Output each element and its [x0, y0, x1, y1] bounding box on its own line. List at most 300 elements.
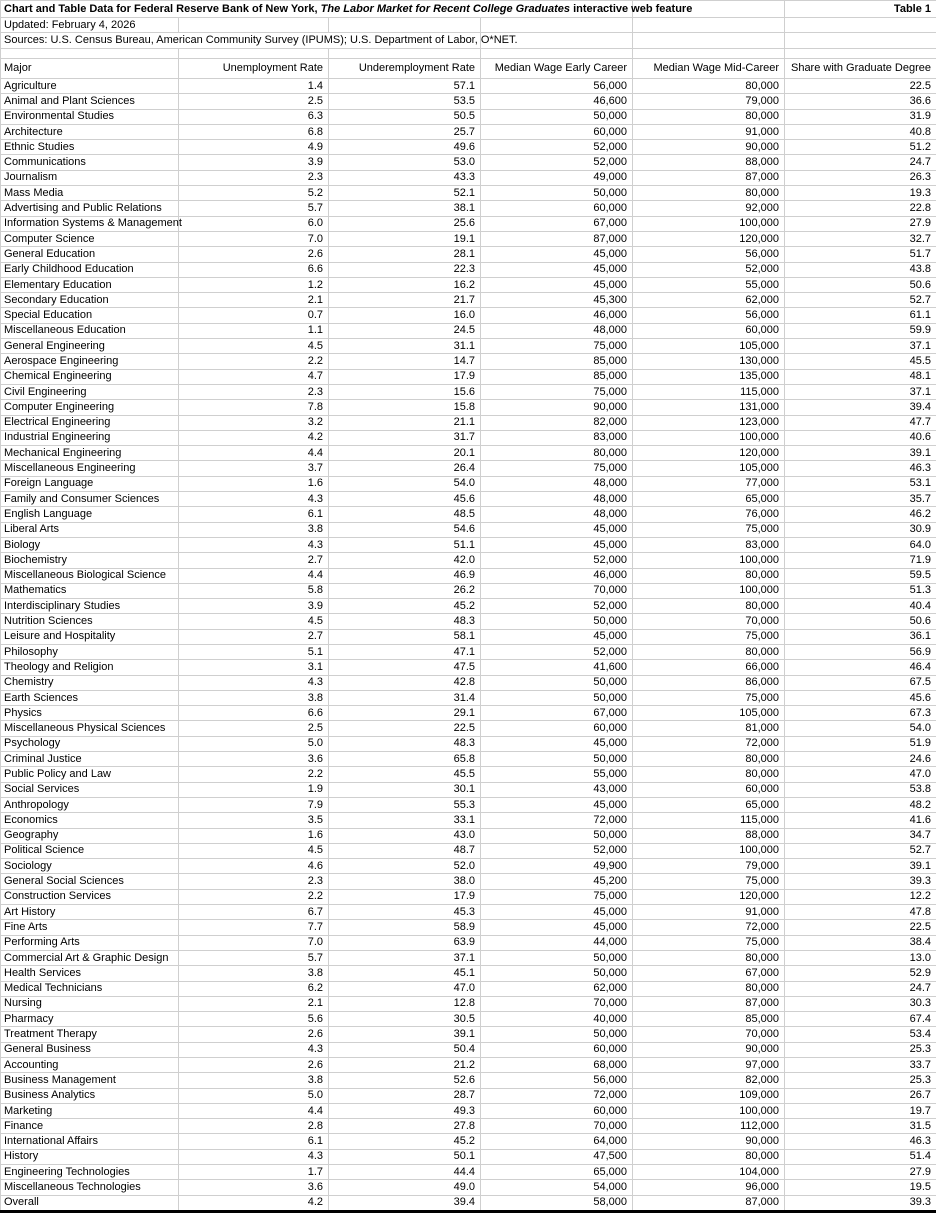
value-cell: 75,000	[633, 522, 785, 537]
table-row	[1, 874, 936, 889]
major-cell: Theology and Religion	[1, 660, 179, 675]
value-cell: 43,000	[481, 782, 633, 797]
value-cell: 2.8	[179, 1119, 329, 1134]
value-cell: 4.9	[179, 140, 329, 155]
value-cell: 36.1	[785, 629, 936, 644]
value-cell: 53.0	[329, 155, 481, 170]
value-cell: 66,000	[633, 660, 785, 675]
empty-cell	[785, 18, 936, 33]
value-cell: 54,000	[481, 1180, 633, 1195]
value-cell: 2.6	[179, 1058, 329, 1073]
value-cell: 55,000	[633, 277, 785, 292]
value-cell: 67.5	[785, 675, 936, 690]
major-cell: Special Education	[1, 308, 179, 323]
value-cell: 120,000	[633, 889, 785, 904]
value-cell: 45,000	[481, 905, 633, 920]
value-cell: 104,000	[633, 1165, 785, 1180]
major-cell: Elementary Education	[1, 277, 179, 292]
major-cell: Family and Consumer Sciences	[1, 492, 179, 507]
value-cell: 4.3	[179, 537, 329, 552]
value-cell: 65,000	[481, 1165, 633, 1180]
major-cell: Chemical Engineering	[1, 369, 179, 384]
major-cell: Business Analytics	[1, 1088, 179, 1103]
value-cell: 41.6	[785, 813, 936, 828]
value-cell: 35.7	[785, 492, 936, 507]
value-cell: 46.3	[785, 461, 936, 476]
value-cell: 4.4	[179, 568, 329, 583]
value-cell: 100,000	[633, 1103, 785, 1118]
major-cell: Liberal Arts	[1, 522, 179, 537]
value-cell: 4.6	[179, 859, 329, 874]
value-cell: 51.1	[329, 537, 481, 552]
major-cell: Advertising and Public Relations	[1, 201, 179, 216]
major-cell: Interdisciplinary Studies	[1, 599, 179, 614]
value-cell: 51.9	[785, 736, 936, 751]
value-cell: 30.1	[329, 782, 481, 797]
value-cell: 2.3	[179, 874, 329, 889]
value-cell: 38.4	[785, 935, 936, 950]
major-cell: Marketing	[1, 1103, 179, 1118]
value-cell: 27.9	[785, 216, 936, 231]
value-cell: 56.9	[785, 644, 936, 659]
value-cell: 72,000	[481, 813, 633, 828]
table-row	[1, 1149, 936, 1164]
major-cell: Pharmacy	[1, 1012, 179, 1027]
table-row	[1, 109, 936, 124]
column-header-median-wage-early-career: Median Wage Early Career	[481, 59, 633, 79]
value-cell: 47.7	[785, 415, 936, 430]
value-cell: 6.6	[179, 262, 329, 277]
value-cell: 43.0	[329, 828, 481, 843]
major-cell: Performing Arts	[1, 935, 179, 950]
value-cell: 3.2	[179, 415, 329, 430]
value-cell: 80,000	[633, 752, 785, 767]
value-cell: 131,000	[633, 400, 785, 415]
major-cell: Industrial Engineering	[1, 430, 179, 445]
value-cell: 112,000	[633, 1119, 785, 1134]
value-cell: 70,000	[481, 1119, 633, 1134]
value-cell: 3.8	[179, 1073, 329, 1088]
table-row	[1, 629, 936, 644]
value-cell: 60,000	[481, 124, 633, 139]
value-cell: 26.3	[785, 170, 936, 185]
value-cell: 21.2	[329, 1058, 481, 1073]
value-cell: 56,000	[633, 308, 785, 323]
value-cell: 87,000	[633, 996, 785, 1011]
table-row	[1, 1088, 936, 1103]
value-cell: 75,000	[633, 935, 785, 950]
value-cell: 5.0	[179, 1088, 329, 1103]
value-cell: 1.1	[179, 323, 329, 338]
table-row	[1, 186, 936, 201]
value-cell: 45.5	[785, 354, 936, 369]
sources-row	[1, 33, 936, 49]
value-cell: 80,000	[633, 644, 785, 659]
table-number-label: Table 1	[785, 1, 936, 18]
value-cell: 47.1	[329, 644, 481, 659]
value-cell: 52.1	[329, 186, 481, 201]
table-row	[1, 216, 936, 231]
value-cell: 48.1	[785, 369, 936, 384]
value-cell: 1.4	[179, 79, 329, 94]
major-cell: Nursing	[1, 996, 179, 1011]
value-cell: 60,000	[481, 201, 633, 216]
value-cell: 33.1	[329, 813, 481, 828]
value-cell: 50.5	[329, 109, 481, 124]
value-cell: 37.1	[785, 384, 936, 399]
value-cell: 52,000	[481, 843, 633, 858]
value-cell: 45.1	[329, 966, 481, 981]
value-cell: 43.8	[785, 262, 936, 277]
value-cell: 55.3	[329, 797, 481, 812]
table-row	[1, 583, 936, 598]
value-cell: 115,000	[633, 384, 785, 399]
empty-cell	[785, 49, 936, 59]
value-cell: 57.1	[329, 79, 481, 94]
value-cell: 85,000	[481, 369, 633, 384]
major-cell: Miscellaneous Biological Science	[1, 568, 179, 583]
value-cell: 90,000	[633, 1134, 785, 1149]
value-cell: 45,000	[481, 920, 633, 935]
value-cell: 79,000	[633, 859, 785, 874]
table-row	[1, 507, 936, 522]
value-cell: 45,000	[481, 797, 633, 812]
value-cell: 52,000	[481, 644, 633, 659]
value-cell: 46.2	[785, 507, 936, 522]
table-row	[1, 813, 936, 828]
spacer-row	[1, 49, 936, 59]
value-cell: 52.6	[329, 1073, 481, 1088]
value-cell: 70,000	[633, 614, 785, 629]
value-cell: 53.1	[785, 476, 936, 491]
major-cell: Aerospace Engineering	[1, 354, 179, 369]
table-row	[1, 231, 936, 246]
value-cell: 52.7	[785, 293, 936, 308]
value-cell: 100,000	[633, 583, 785, 598]
value-cell: 68,000	[481, 1058, 633, 1073]
value-cell: 76,000	[633, 507, 785, 522]
table-row	[1, 461, 936, 476]
value-cell: 15.6	[329, 384, 481, 399]
value-cell: 53.8	[785, 782, 936, 797]
value-cell: 90,000	[481, 400, 633, 415]
value-cell: 4.4	[179, 1103, 329, 1118]
value-cell: 2.5	[179, 94, 329, 109]
empty-cell	[633, 49, 785, 59]
empty-cell	[633, 18, 785, 33]
table-row	[1, 155, 936, 170]
value-cell: 13.0	[785, 950, 936, 965]
column-header-median-wage-mid-career: Median Wage Mid-Career	[633, 59, 785, 79]
table-row	[1, 354, 936, 369]
table-row	[1, 706, 936, 721]
table-row	[1, 568, 936, 583]
value-cell: 12.2	[785, 889, 936, 904]
major-cell: Architecture	[1, 124, 179, 139]
value-cell: 4.3	[179, 1042, 329, 1057]
value-cell: 3.8	[179, 690, 329, 705]
table-row	[1, 797, 936, 812]
value-cell: 52.9	[785, 966, 936, 981]
value-cell: 40.8	[785, 124, 936, 139]
value-cell: 4.7	[179, 369, 329, 384]
major-cell: Medical Technicians	[1, 981, 179, 996]
value-cell: 49,900	[481, 859, 633, 874]
table-row	[1, 1134, 936, 1149]
value-cell: 24.7	[785, 155, 936, 170]
major-cell: Geography	[1, 828, 179, 843]
value-cell: 48,000	[481, 476, 633, 491]
major-cell: Agriculture	[1, 79, 179, 94]
value-cell: 77,000	[633, 476, 785, 491]
table-row	[1, 889, 936, 904]
value-cell: 7.0	[179, 935, 329, 950]
value-cell: 56,000	[481, 1073, 633, 1088]
table-row	[1, 201, 936, 216]
value-cell: 1.2	[179, 277, 329, 292]
value-cell: 31.7	[329, 430, 481, 445]
value-cell: 45,200	[481, 874, 633, 889]
value-cell: 90,000	[633, 1042, 785, 1057]
table-row	[1, 843, 936, 858]
value-cell: 40.6	[785, 430, 936, 445]
value-cell: 52,000	[633, 262, 785, 277]
value-cell: 39.4	[329, 1195, 481, 1211]
table-row	[1, 522, 936, 537]
value-cell: 135,000	[633, 369, 785, 384]
major-cell: Miscellaneous Education	[1, 323, 179, 338]
value-cell: 60,000	[481, 721, 633, 736]
major-cell: General Education	[1, 247, 179, 262]
value-cell: 52,000	[481, 140, 633, 155]
value-cell: 2.6	[179, 247, 329, 262]
value-cell: 39.1	[785, 446, 936, 461]
value-cell: 50,000	[481, 186, 633, 201]
value-cell: 45,000	[481, 522, 633, 537]
table-row	[1, 767, 936, 782]
table-row	[1, 828, 936, 843]
value-cell: 50.1	[329, 1149, 481, 1164]
value-cell: 38.0	[329, 874, 481, 889]
value-cell: 72,000	[633, 736, 785, 751]
empty-cell	[179, 18, 329, 33]
table-row	[1, 675, 936, 690]
table-row	[1, 660, 936, 675]
major-cell: Business Management	[1, 1073, 179, 1088]
table-row	[1, 94, 936, 109]
value-cell: 75,000	[633, 629, 785, 644]
value-cell: 62,000	[481, 981, 633, 996]
value-cell: 25.3	[785, 1073, 936, 1088]
value-cell: 34.7	[785, 828, 936, 843]
value-cell: 56,000	[633, 247, 785, 262]
value-cell: 83,000	[633, 537, 785, 552]
table-row	[1, 400, 936, 415]
value-cell: 21.1	[329, 415, 481, 430]
value-cell: 82,000	[481, 415, 633, 430]
value-cell: 31.9	[785, 109, 936, 124]
major-cell: Economics	[1, 813, 179, 828]
value-cell: 39.3	[785, 1195, 936, 1211]
value-cell: 59.5	[785, 568, 936, 583]
value-cell: 3.8	[179, 966, 329, 981]
major-cell: Ethnic Studies	[1, 140, 179, 155]
title-row	[1, 1, 936, 18]
major-cell: General Social Sciences	[1, 874, 179, 889]
value-cell: 2.2	[179, 354, 329, 369]
value-cell: 80,000	[633, 1149, 785, 1164]
value-cell: 67,000	[633, 966, 785, 981]
value-cell: 0.7	[179, 308, 329, 323]
empty-cell	[785, 33, 936, 49]
value-cell: 70,000	[481, 996, 633, 1011]
updated-row	[1, 18, 936, 33]
value-cell: 30.9	[785, 522, 936, 537]
value-cell: 75,000	[633, 690, 785, 705]
value-cell: 1.6	[179, 476, 329, 491]
table-row	[1, 1012, 936, 1027]
value-cell: 45.5	[329, 767, 481, 782]
value-cell: 123,000	[633, 415, 785, 430]
value-cell: 2.1	[179, 996, 329, 1011]
value-cell: 65,000	[633, 492, 785, 507]
table-row	[1, 859, 936, 874]
value-cell: 86,000	[633, 675, 785, 690]
table-row	[1, 553, 936, 568]
value-cell: 22.8	[785, 201, 936, 216]
value-cell: 100,000	[633, 843, 785, 858]
value-cell: 63.9	[329, 935, 481, 950]
value-cell: 48,000	[481, 323, 633, 338]
major-cell: Early Childhood Education	[1, 262, 179, 277]
value-cell: 52.7	[785, 843, 936, 858]
value-cell: 70,000	[481, 583, 633, 598]
table-row	[1, 293, 936, 308]
value-cell: 58.1	[329, 629, 481, 644]
value-cell: 1.7	[179, 1165, 329, 1180]
value-cell: 91,000	[633, 124, 785, 139]
value-cell: 60,000	[481, 1103, 633, 1118]
major-cell: Nutrition Sciences	[1, 614, 179, 629]
value-cell: 72,000	[633, 920, 785, 935]
value-cell: 4.5	[179, 614, 329, 629]
major-cell: Biology	[1, 537, 179, 552]
value-cell: 14.7	[329, 354, 481, 369]
value-cell: 75,000	[481, 339, 633, 354]
value-cell: 3.5	[179, 813, 329, 828]
value-cell: 6.0	[179, 216, 329, 231]
value-cell: 49.6	[329, 140, 481, 155]
value-cell: 5.0	[179, 736, 329, 751]
value-cell: 16.0	[329, 308, 481, 323]
value-cell: 5.7	[179, 201, 329, 216]
value-cell: 45,000	[481, 277, 633, 292]
value-cell: 75,000	[481, 889, 633, 904]
table-row	[1, 277, 936, 292]
value-cell: 4.3	[179, 675, 329, 690]
value-cell: 105,000	[633, 461, 785, 476]
sheet-title-feature-name: The Labor Market for Recent College Graduates	[320, 2, 571, 15]
value-cell: 47.0	[329, 981, 481, 996]
empty-cell	[633, 33, 785, 49]
column-header-row	[1, 59, 936, 79]
value-cell: 31.4	[329, 690, 481, 705]
value-cell: 3.6	[179, 1180, 329, 1195]
value-cell: 5.2	[179, 186, 329, 201]
value-cell: 1.9	[179, 782, 329, 797]
value-cell: 75,000	[481, 461, 633, 476]
value-cell: 45.2	[329, 1134, 481, 1149]
value-cell: 39.1	[329, 1027, 481, 1042]
value-cell: 22.3	[329, 262, 481, 277]
value-cell: 80,000	[633, 568, 785, 583]
major-cell: Communications	[1, 155, 179, 170]
value-cell: 46,000	[481, 568, 633, 583]
value-cell: 7.0	[179, 231, 329, 246]
value-cell: 31.1	[329, 339, 481, 354]
major-cell: Political Science	[1, 843, 179, 858]
value-cell: 45.3	[329, 905, 481, 920]
value-cell: 15.8	[329, 400, 481, 415]
value-cell: 54.0	[785, 721, 936, 736]
major-cell: Public Policy and Law	[1, 767, 179, 782]
value-cell: 130,000	[633, 354, 785, 369]
value-cell: 65.8	[329, 752, 481, 767]
value-cell: 115,000	[633, 813, 785, 828]
value-cell: 2.7	[179, 553, 329, 568]
value-cell: 44,000	[481, 935, 633, 950]
value-cell: 6.8	[179, 124, 329, 139]
value-cell: 24.5	[329, 323, 481, 338]
value-cell: 64.0	[785, 537, 936, 552]
value-cell: 39.1	[785, 859, 936, 874]
value-cell: 24.7	[785, 981, 936, 996]
major-cell: Secondary Education	[1, 293, 179, 308]
value-cell: 80,000	[633, 186, 785, 201]
table-row	[1, 599, 936, 614]
value-cell: 26.4	[329, 461, 481, 476]
value-cell: 5.1	[179, 644, 329, 659]
table-row	[1, 690, 936, 705]
updated-label: Updated: February 4, 2026	[1, 18, 179, 33]
table-row	[1, 782, 936, 797]
value-cell: 30.5	[329, 1012, 481, 1027]
value-cell: 50,000	[481, 109, 633, 124]
empty-cell	[329, 49, 481, 59]
major-cell: Computer Engineering	[1, 400, 179, 415]
value-cell: 45.6	[329, 492, 481, 507]
table-row	[1, 140, 936, 155]
table-row	[1, 1027, 936, 1042]
major-cell: Sociology	[1, 859, 179, 874]
value-cell: 81,000	[633, 721, 785, 736]
value-cell: 88,000	[633, 828, 785, 843]
major-cell: Finance	[1, 1119, 179, 1134]
table-row	[1, 446, 936, 461]
value-cell: 6.1	[179, 1134, 329, 1149]
value-cell: 49.3	[329, 1103, 481, 1118]
value-cell: 1.6	[179, 828, 329, 843]
value-cell: 67.4	[785, 1012, 936, 1027]
table-row	[1, 614, 936, 629]
empty-cell	[481, 49, 633, 59]
value-cell: 17.9	[329, 369, 481, 384]
value-cell: 50,000	[481, 828, 633, 843]
value-cell: 19.3	[785, 186, 936, 201]
major-cell: Mechanical Engineering	[1, 446, 179, 461]
value-cell: 82,000	[633, 1073, 785, 1088]
value-cell: 27.9	[785, 1165, 936, 1180]
